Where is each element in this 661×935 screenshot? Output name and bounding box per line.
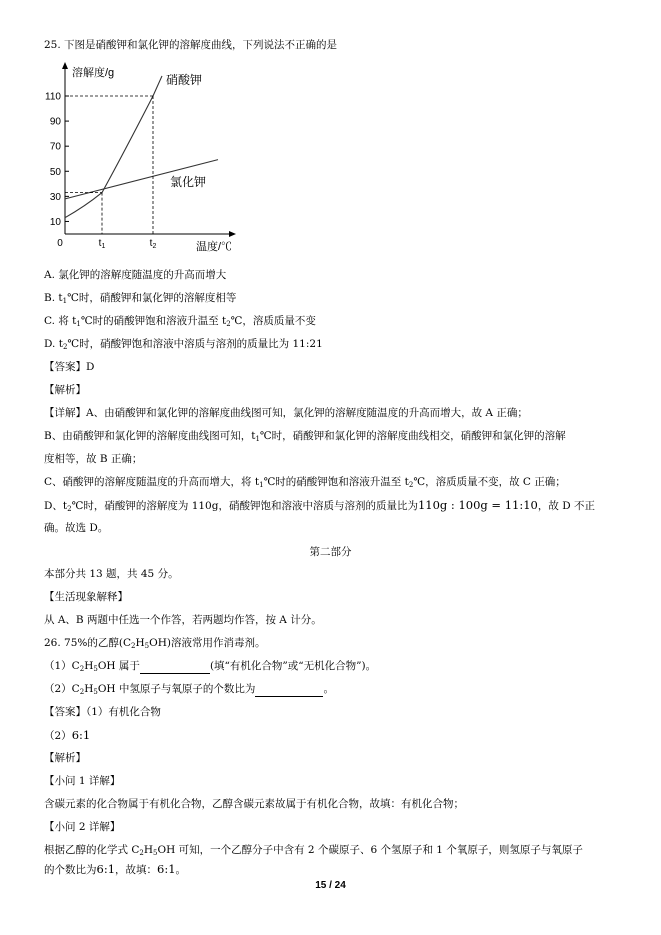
option-d: D. $t_2℃$时，硝酸钾饱和溶液中溶质与溶剂的质量比为 11:21 [44,338,323,351]
option-b: B. $t_1℃$时，硝酸钾和氯化钾的溶解度相等 [44,292,237,305]
y-tick-label: 30 [49,191,61,203]
sub1-text: 含碳元素的化合物属于有机化合物，乙醇含碳元素故属于有机化合物，故填：有机化合物； [44,798,464,810]
analysis-heading-25: 【解析】 [44,384,86,396]
option-c: C. 将 $t_1℃$时的硝酸钾饱和溶液升温至 $t_2℃$，溶质质量不变 [44,315,316,328]
x-axis-arrow [229,231,236,237]
detail-b-line1: B、由硝酸钾和氯化钾的溶解度曲线图可知，$t_1℃$时，硝酸钾和氯化钾的溶解度曲线相交，硝酸钾和氯化钾的溶解 [44,430,566,443]
answer-25: 【答案】D [44,361,95,373]
question-26-stem: 26. 75%的乙醇$(C_2H_5OH)$溶液常用作消毒剂。 [44,637,266,650]
option-a: A. 氯化钾的溶解度随温度的升高而增大 [44,269,227,281]
detail-d-line2: 确。故选 D。 [44,522,109,534]
series-label-kno3: 硝酸钾 [166,73,203,87]
sub2-line2: 的个数比为6:1，故填：6:1。 [44,862,187,876]
answer-26-2: （2）6:1 [44,728,91,742]
answer-26-1: 【答案】（1）有机化合物 [44,706,161,718]
series-label-kcl: 氯化钾 [170,175,207,189]
ratio-expression: 110g : 100g = 11:10 [417,498,538,512]
x-axis-label: 温度/℃ [196,241,233,253]
detail-d-line1: D、$t_2℃$时，硝酸钾的溶解度为 110g，硝酸钾饱和溶液中溶质与溶剂的质量比为110g : 100g = 11:10，故 D 不正 [44,498,595,513]
detail-b-line2: 度相等，故 B 正确； [44,453,143,465]
solubility-chart [40,58,240,258]
y-tick-label: 70 [49,141,61,153]
answer-blank-2[interactable] [255,682,323,697]
question-26-part1: $(1)C_2H_5OH$ 属于 (填“有机化合物”或“无机化合物”)。 [44,660,377,673]
detail-a: 【详解】A、由硝酸钾和氯化钾的溶解度曲线图可知，氯化钾的溶解度随温度的升高而增大，故 A 正确； [44,407,528,419]
sub1-heading: 【小问 1 详解】 [44,775,121,787]
part2-intro: 本部分共 13 题，共 45 分。 [44,568,179,580]
sub2-line1: 根据乙醇的化学式 $C_2H_5OH$ 可知，一个乙醇分子中含有 2 个碳原子、6 个氢原子和 1 个氧原子，则氢原子与氧原子 [44,844,583,857]
sub2-heading: 【小问 2 详解】 [44,821,121,833]
analysis-heading-26: 【解析】 [44,752,86,764]
detail-c: C、硝酸钾的溶解度随温度的升高而增大，将 $t_1℃$时的硝酸钾饱和溶液升温至 $t_2℃$，溶质质量不变，故 C 正确； [44,476,566,489]
part2-heading: 第二部分 [309,546,352,558]
question-26-part2: $(2)C_2H_5OH$ 中氢原子与氧原子的个数比为 。 [44,683,334,696]
y-tick-label: 110 [45,91,61,103]
y-tick-label: 50 [49,166,61,178]
y-axis-label: 溶解度/g [72,67,115,79]
section-heading: 【生活现象解释】 [44,591,128,603]
series-line-kno3 [65,76,162,218]
y-axis-arrow [62,62,68,69]
y-tick-label: 10 [49,216,61,228]
page-number: 15 / 24 [315,880,346,891]
answer-blank-1[interactable] [140,659,210,674]
origin-label: 0 [57,238,63,249]
y-tick-label: 90 [49,116,61,128]
x-tick-t2: $t_2$ [149,238,157,250]
question-25-stem: 25. 下图是硝酸钾和氯化钾的溶解度曲线，下列说法不正确的是 [44,39,338,51]
section-instruction: 从 A、B 两题中任选一个作答，若两题均作答，按 A 计分。 [44,614,322,626]
x-tick-t1: $t_1$ [98,238,106,250]
